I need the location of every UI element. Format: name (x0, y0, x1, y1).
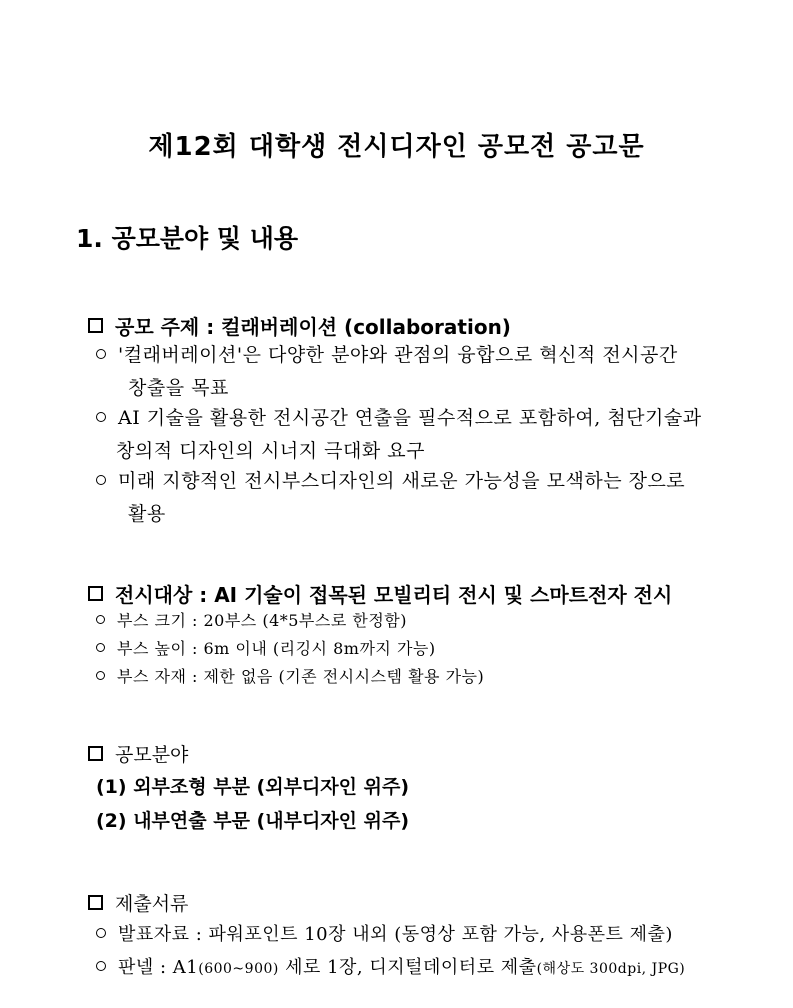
list-item: 부스 자재 : 제한 없음 (기존 전시시스템 활용 가능) (96, 664, 484, 690)
section-theme-label: 공모 주제 : 컬래버레이션 (collaboration) (115, 315, 511, 339)
circle-bullet-icon (96, 349, 106, 359)
list-item: AI 기술을 활용한 전시공간 연출을 필수적으로 포함하여, 첨단기술과 창의적 디자인의 시너지 극대화 요구 (96, 402, 726, 468)
section-target-label: 전시대상 : AI 기술이 접목된 모빌리티 전시 및 스마트전자 전시 (115, 583, 673, 607)
document-title: 제12회 대학생 전시디자인 공모전 공고문 (148, 132, 645, 162)
checkbox-square-icon (88, 746, 103, 761)
circle-bullet-icon (96, 961, 106, 971)
checkbox-square-icon (88, 318, 103, 333)
circle-bullet-icon (96, 928, 106, 938)
list-item: '컬래버레이션'은 다양한 분야와 관점의 융합으로 혁신적 전시공간 창출을 목표 (96, 339, 726, 405)
list-item: 부스 크기 : 20부스 (4*5부스로 한정함) (96, 608, 407, 634)
list-item: 부스 높이 : 6m 이내 (리깅시 8m까지 가능) (96, 636, 436, 662)
section-theme-header (88, 311, 511, 340)
checkbox-square-icon (88, 586, 103, 601)
section-heading: 1. 공모분야 및 내용 (76, 224, 299, 253)
circle-bullet-icon (96, 615, 105, 624)
section-target-header (88, 579, 672, 608)
category-item: (1) 외부조형 부분 (외부디자인 위주) (96, 776, 410, 798)
checkbox-square-icon (88, 895, 103, 910)
circle-bullet-icon (96, 412, 106, 422)
category-item: (2) 내부연출 부문 (내부디자인 위주) (96, 810, 410, 832)
list-item: 발표자료 : 파워포인트 10장 내외 (동영상 포함 가능, 사용폰트 제출) (96, 918, 736, 951)
circle-bullet-icon (96, 643, 105, 652)
circle-bullet-icon (96, 475, 106, 485)
section-field-header (88, 740, 188, 767)
list-item: 미래 지향적인 전시부스디자인의 새로운 가능성을 모색하는 장으로 활용 (96, 465, 726, 531)
section-field-label: 공모분야 (115, 744, 189, 766)
list-item: 판넬 : A1(600~900) 세로 1장, 디지털데이터로 제출(해상도 300dpi, JPG) (96, 951, 736, 986)
section-docs-label: 제출서류 (115, 893, 189, 915)
circle-bullet-icon (96, 671, 105, 680)
section-docs-header (88, 889, 188, 916)
